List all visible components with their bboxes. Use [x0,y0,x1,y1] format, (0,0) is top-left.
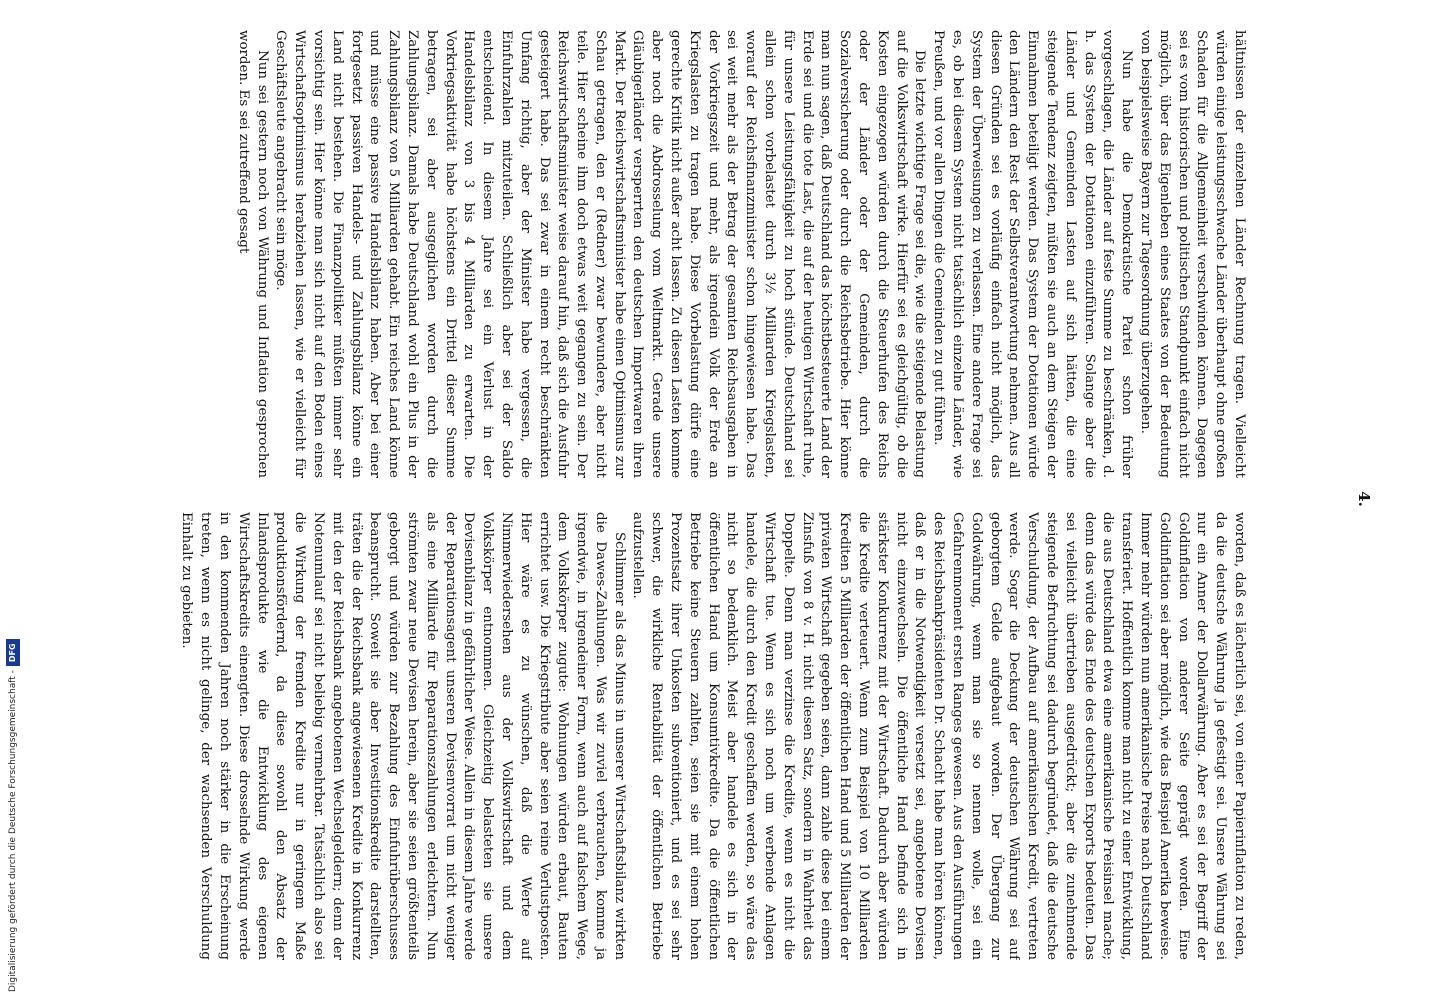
dfg-logo: DFG [6,639,20,666]
page-number: 4. [1355,491,1373,507]
column-left [168,30,1248,478]
column-right [168,512,1248,960]
paragraph: hältnissen der einzelnen Länder Rechnung tragen. Vielleicht würden einige leistungsschwache Länder überhaupt ohne großen Schaden für die Allgemeinheit verschwinden können. Dagegen sei es vom historischen und politischen Standpunkt einfach nicht möglich, über das Eigenleben eines Staates von der Bedeutung von beispielsweise Bayern zur Tagesordnung überzugehen. [1138,30,1247,478]
paragraph: Schlimmer als das Minus in unserer Wirtschaftsbilanz wirkten die Dawes-Zahlungen. Was wir zuviel verbrauchen, komme ja irgendwie, in irgendeiner Form, wenn auch auf falschem Wege, dem Volkskörper zugute: Wohnungen würden erbaut, Bauten errichtet usw. Die Kriegstribute aber seien reine Verlustposten. Hier wäre es zu wünschen, daß die Werte auf Nimmerwiedersehen aus der Volkswirtschaft und dem Volkskörper entnommen. Gleichzeitig belasteten sie unsere Devisenbilanz in gefährlicher Weise. Allein in diesem Jahre werde der Reparationsagent unseren Devisenvorrat um nicht weniger als eine Milliarde für Reparationszahlungen erleichtern. Nun strömten zwar neue Devisen herein, aber sie seien größtenteils geborgt und würden zur Bezahlung des Einfuhrüberschusses beansprucht. Soweit sie aber Investitionskredite darstellten, träten die der Reichsbank angewiesenen Kredite in Konkurrenz mit den der Reichsbank angebotenen Wechselgeldern; denn der Notenumlauf sei nicht beliebig vermehrbar. Tatsächlich also sei die Wirkung der fremden Kredite nur in geringem Maße produktionsfördernd, da diese sowohl den Absatz der Inlandsprodukte wie die Entwicklung des eigenen Wirtschaftskredits einengten. Diese drosselnde Wirkung werde in den kommenden Jahren noch stärker in die Erscheinung treten, wenn es nicht gelinge, der wachsenden Verschuldung Einhalt zu gebieten. [179,512,627,960]
paragraph: Nun sei gestern noch von Währung und Inflation gesprochen worden. Es sei zutreffend gesagt [235,30,270,478]
funding-credit-text: Digitalisierung gefördert durch die Deutsche Forschungsgemeinschaft - [8,670,18,992]
paragraph: worden, daß es lächerlich sei, von einer Papierinflation zu reden, da die deutsche Währung ja gefestigt sei. Unsere Währung sei nur ein Anner der Dollarwährung. Aber es sei der Begriff der Goldinflation von anderer Seite geprägt worden. Eine Goldinflation sei aber möglich, wie das Beispiel Amerika beweise. Immer mehr würden nun amerikanische Preise nach Deutschland transferiert. Hoffentlich komme man nicht zu einer Entwicklung, die aus Deutschland etwa eine amerikanische Preisinsel mache; denn das würde das Ende des deutschen Exports bedeuten. Das sei vielleicht übertrieben ausgedrückt; aber die zunehmende steigende Befruchtung sei dadurch begründet, daß die deutsche Verschuldung, der Aufbau auf amerikanischen Kredit, vertreten werde. Sogar die Deckung der deutschen Währung sei auf geborgtem Gelde aufgebaut worden. Der Übergang zur Goldwährung, wenn man sie so nennen wolle, sei ein Gefahrenmoment ersten Ranges gewesen. Aus den Ausführungen des Reichsbankpräsidenten Dr. Schacht habe man hören können, daß er in die Notwendigkeit versetzt sei, angebotene Devisen nicht einzuwechseln. Die öffentliche Hand befinde sich in stärkster Konkurrenz mit der Wirtschaft. Dadurch aber würden die Kredite verteuert. Wenn zum Beispiel von 10 Milliarden Krediten 5 Milliarden der öffentlichen Hand und 5 Milliarden der privaten Wirtschaft gegeben seien, dann zahle diese bei einem Zinsfuß von 8 v. H. nicht diesen Satz, sondern in Wahrheit das Doppelte. Denn man verzinse die Kredite, wenn es nicht die Wirtschaft tue. Wenn es sich noch um werbende Anlagen handele, die durch den Kredit geschaffen werden, so wäre das nicht so bedenklich. Meist aber handele es sich in der öffentlichen Hand um Konsumtivkredite. Da die öffentlichen Betriebe keine Steuern zahlten, seien sie mit einem hohen Prozentsatz ihrer Unkosten subventioniert, und es sei sehr schwer, die wirkliche Rentabilität der öffentlichen Betriebe aufzustellen. [630,512,1247,960]
paragraph: Nun habe die Demokratische Partei schon früher vorgeschlagen, die Länder auf feste Summe zu beschränken, d. h. das System der Dotationen einzuführen. Solange aber die Länder und Gemeinden Lasten auf sich hätten, die eine steigende Tendenz zeigten, müßten sie auch an dem Steigen der Einnahmen beteiligt werden. Das System der Dotationen würde den Ländern den Rest der Selbstverantwortung nehmen. Aus all diesen Gründen sei es vorläufig einfach nicht möglich, das System der Überweisungen zu verlassen. Eine andere Frage sei es, ob bei diesem System nicht tatsächlich einzelne Länder, wie Preußen, und vor allen Dingen die Gemeinden zu gut führen. [931,30,1135,478]
paragraph: Die letzte wichtige Frage sei die, wie die steigende Belastung auf die Volkswirtschaft wirke. Hierfür sei es gleichgültig, ob die Kosten eingezogen würden durch die Steuerhufen des Reichs oder der Länder oder der Gemeinden, durch die Sozialversicherung oder durch die Reichsbetriebe. Hier könne man nun sagen, daß Deutschland das höchstbesteuerte Land der Erde sei und die tote Last, die auf der heutigen Wirtschaft ruhe, für unsere Leistungsfähigkeit zu hoch stünde. Deutschland sei allein schon vorbelastet durch 3½ Milliarden Kriegslasten, worauf der Reichsfinanzminister schon hingewiesen habe. Das sei weit mehr als der Betrag der gesamten Reichsausgaben in der Vorkriegszeit und mehr, als irgendein Volk der Erde an Kriegslasten zu tragen habe. Diese Vorbelastung dürfe eine gerechte Kritik nicht außer acht lassen. Zu diesen Lasten komme aber noch die Abdrosselung vom Weltmarkt. Gerade unsere Gläubigerländer versperrten den deutschen Importwaren ihren Markt. Der Reichswirtschaftsminister habe einen Optimismus zur Schau getragen, den er (Redner) zwar bewundere, aber nicht teile. Hier scheine ihm doch etwas weit gegangen zu sein. Der Reichswirtschaftsminister weise darauf hin, daß sich die Ausfuhr gesteigert habe. Das sei zwar in einem recht beschränkten Umfang richtig, aber der Minister habe vergessen, die Einfuhrzahlen mitzuteilen. Schließlich aber sei der Saldo entscheidend. In diesem Jahre sei ein Verlust in der Handelsbilanz von 3 bis 4 Milliarden zu erwarten. Die Vorkriegsaktivität habe höchstens ein Drittel dieser Summe betragen, sei aber ausgeglichen worden durch die Zahlungsbilanz. Damals habe Deutschland wohl ein Plus in der Zahlungsbilanz von 5 Milliarden gehabt. Ein reiches Land könne und müsse eine passive Handelsbilanz haben. Aber bei einer fortgesetzt passiven Handels- und Zahlungsbilanz könne ein Land nicht bestehen. Die Finanzpolitiker müßten immer sehr vorsichtig sein. Hier könne man sich nicht auf den Boden eines Wirtschaftsoptimismus herabziehen lassen, wie er vielleicht für Geschäftsleute angebracht sein möge. [273,30,928,478]
document-page [168,30,1248,960]
funding-credit [4,0,22,992]
